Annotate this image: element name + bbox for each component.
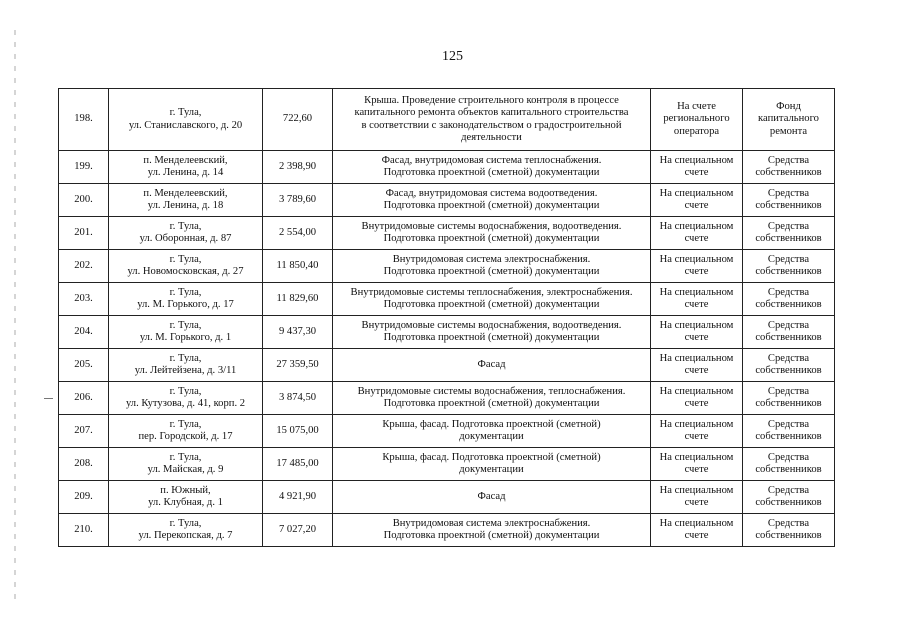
fund-method-cell [651, 184, 743, 217]
address-street: ул. Ленина, д. 18 [147, 200, 224, 211]
funding-source-cell [743, 316, 835, 349]
fund-method-line: На специальном [659, 418, 734, 430]
cost-cell: 2 398,90 [263, 151, 333, 184]
address-cell [109, 481, 263, 514]
description-line: документации [459, 431, 524, 442]
table-row [59, 184, 835, 217]
address-cell [109, 89, 263, 151]
fund-method-line: На специальном [659, 253, 734, 265]
description-line: Крыша. Проведение строительного контроля в процессе [364, 94, 619, 106]
fund-method-line: регионального [663, 113, 730, 125]
fund-method-cell [651, 89, 743, 151]
description-line: Подготовка проектной (сметной) документации [383, 266, 600, 277]
address-cell [109, 151, 263, 184]
cost-cell: 2 554,00 [263, 217, 333, 250]
description-line: Внутридомовая система электроснабжения. [392, 517, 591, 529]
address-street: ул. Лейтейзена, д. 3/11 [134, 365, 237, 376]
description-line: Подготовка проектной (сметной) документации [383, 332, 600, 343]
row-number-cell: 208. [59, 448, 109, 481]
address-cell [109, 250, 263, 283]
address-street: ул. Перекопская, д. 7 [138, 530, 233, 541]
address-street: ул. Оборонная, д. 87 [139, 233, 232, 244]
fund-method-line: счете [684, 497, 709, 508]
funding-source-cell [743, 283, 835, 316]
funding-source-cell [743, 514, 835, 547]
fund-method-line: счете [684, 200, 709, 211]
funding-source-line: Средства [767, 352, 810, 364]
row-number-cell: 209. [59, 481, 109, 514]
address-locality: г. Тула, [169, 385, 202, 397]
description-line: Подготовка проектной (сметной) документации [383, 167, 600, 178]
address-locality: г. Тула, [169, 319, 202, 331]
fund-method-line: На специальном [659, 352, 734, 364]
address-street: пер. Городской, д. 17 [138, 431, 233, 442]
works-description-cell [333, 481, 651, 514]
cost-cell: 4 921,90 [263, 481, 333, 514]
funding-source-line: собственников [755, 167, 822, 178]
funding-source-line: собственников [755, 200, 822, 211]
address-cell [109, 184, 263, 217]
works-description-cell [333, 89, 651, 151]
row-number-cell: 205. [59, 349, 109, 382]
fund-method-cell [651, 349, 743, 382]
table-row [59, 89, 835, 151]
address-cell [109, 349, 263, 382]
fund-method-line: На специальном [659, 286, 734, 298]
address-locality: п. Южный, [160, 484, 211, 496]
address-street: ул. Клубная, д. 1 [148, 497, 223, 508]
address-cell [109, 283, 263, 316]
funding-source-cell [743, 89, 835, 151]
cost-cell: 11 829,60 [263, 283, 333, 316]
table-row [59, 514, 835, 547]
fund-method-line: счете [684, 332, 709, 343]
address-cell [109, 448, 263, 481]
row-number-cell: 203. [59, 283, 109, 316]
table-row [59, 250, 835, 283]
funding-source-line: Средства [767, 154, 810, 166]
fund-method-line: счете [684, 398, 709, 409]
funding-source-cell [743, 349, 835, 382]
address-cell [109, 382, 263, 415]
works-description-cell [333, 316, 651, 349]
table-row [59, 481, 835, 514]
fund-method-line: счете [684, 299, 709, 310]
description-line: Внутридомовые системы водоснабжения, водоотведения. [361, 319, 622, 331]
description-line: Подготовка проектной (сметной) документации [383, 233, 600, 244]
description-line: в соответствии с законодательством о градостроительной [361, 119, 622, 131]
works-description-cell [333, 415, 651, 448]
repair-works-table [58, 88, 835, 547]
funding-source-cell [743, 250, 835, 283]
description-line: Внутридомовые системы водоснабжения, теплоснабжения. [357, 385, 626, 397]
table-row [59, 382, 835, 415]
funding-source-line: собственников [755, 497, 822, 508]
funding-source-line: собственников [755, 398, 822, 409]
works-description-cell [333, 217, 651, 250]
row-number-cell: 200. [59, 184, 109, 217]
funding-source-line: собственников [755, 431, 822, 442]
cost-cell: 17 485,00 [263, 448, 333, 481]
funding-source-line: Средства [767, 286, 810, 298]
fund-method-line: счете [684, 365, 709, 376]
fund-method-cell [651, 316, 743, 349]
funding-source-line: Средства [767, 484, 810, 496]
funding-source-line: собственников [755, 299, 822, 310]
address-locality: г. Тула, [169, 286, 202, 298]
description-line: документации [459, 464, 524, 475]
address-locality: г. Тула, [169, 220, 202, 232]
funding-source-cell [743, 184, 835, 217]
description-line: Подготовка проектной (сметной) документации [383, 398, 600, 409]
address-locality: г. Тула, [169, 418, 202, 430]
funding-source-cell [743, 217, 835, 250]
funding-source-cell [743, 151, 835, 184]
address-locality: п. Менделеевский, [143, 187, 228, 199]
row-number-cell: 204. [59, 316, 109, 349]
table-row [59, 283, 835, 316]
fund-method-cell [651, 151, 743, 184]
table-row [59, 415, 835, 448]
description-line: Фасад, внутридомовая система теплоснабжения. [381, 154, 602, 166]
fund-method-line: счете [684, 530, 709, 541]
fund-method-line: На специальном [659, 451, 734, 463]
fund-method-line: счете [684, 233, 709, 244]
description-line: деятельности [461, 132, 522, 143]
address-locality: г. Тула, [169, 352, 202, 364]
funding-source-cell [743, 415, 835, 448]
address-cell [109, 316, 263, 349]
description-line: Внутридомовые системы теплоснабжения, электроснабжения. [350, 286, 633, 298]
fund-method-line: На специальном [659, 385, 734, 397]
description-line: Крыша, фасад. Подготовка проектной (сметной) [382, 418, 601, 430]
funding-source-line: Средства [767, 418, 810, 430]
description-line: капитального ремонта объектов капитального строительства [354, 107, 629, 118]
funding-source-line: Средства [767, 385, 810, 397]
funding-source-line: собственников [755, 365, 822, 376]
description-line: Фасад [477, 358, 506, 370]
address-street: ул. Майская, д. 9 [147, 464, 224, 475]
funding-source-line: Средства [767, 451, 810, 463]
works-description-cell [333, 514, 651, 547]
works-description-cell [333, 382, 651, 415]
cost-cell: 9 437,30 [263, 316, 333, 349]
row-number-cell: 207. [59, 415, 109, 448]
funding-source-line: собственников [755, 266, 822, 277]
description-line: Подготовка проектной (сметной) документации [383, 299, 600, 310]
description-line: Фасад [477, 490, 506, 502]
fund-method-line: оператора [673, 125, 720, 137]
fund-method-line: На специальном [659, 319, 734, 331]
fund-method-line: На специальном [659, 187, 734, 199]
funding-source-cell [743, 481, 835, 514]
funding-source-line: Средства [767, 517, 810, 529]
address-locality: г. Тула, [169, 517, 202, 529]
table-row [59, 217, 835, 250]
fund-method-line: На специальном [659, 484, 734, 496]
fund-method-line: На специальном [659, 220, 734, 232]
row-number-cell: 206. [59, 382, 109, 415]
address-street: ул. Новомосковская, д. 27 [127, 266, 244, 277]
fund-method-cell [651, 415, 743, 448]
address-street: ул. Станиславского, д. 20 [128, 119, 243, 131]
funding-source-line: собственников [755, 530, 822, 541]
cost-cell: 15 075,00 [263, 415, 333, 448]
fund-method-line: На специальном [659, 517, 734, 529]
row-number-cell: 198. [59, 89, 109, 151]
page-number: 125 [442, 49, 463, 64]
works-description-cell [333, 184, 651, 217]
fund-method-cell [651, 448, 743, 481]
address-locality: г. Тула, [169, 107, 202, 118]
funding-source-line: ремонта [769, 125, 808, 137]
description-line: Крыша, фасад. Подготовка проектной (сметной) [382, 451, 601, 463]
description-line: Фасад, внутридомовая система водоотведения. [385, 187, 598, 199]
description-line: Внутридомовая система электроснабжения. [392, 253, 591, 265]
address-cell [109, 514, 263, 547]
funding-source-cell [743, 448, 835, 481]
table-row [59, 448, 835, 481]
row-number-cell: 202. [59, 250, 109, 283]
scan-margin-marks [14, 30, 16, 600]
fund-method-line: счете [684, 266, 709, 277]
description-line: Подготовка проектной (сметной) документации [383, 200, 600, 211]
cost-cell: 722,60 [263, 89, 333, 151]
fund-method-cell [651, 481, 743, 514]
fund-method-line: На счете [677, 100, 716, 112]
fund-method-line: На специальном [659, 154, 734, 166]
address-street: ул. М. Горького, д. 1 [139, 332, 232, 343]
address-locality: г. Тула, [169, 253, 202, 265]
fund-method-cell [651, 382, 743, 415]
fund-method-cell [651, 514, 743, 547]
funding-source-line: Средства [767, 187, 810, 199]
fund-method-cell [651, 283, 743, 316]
funding-source-cell [743, 382, 835, 415]
address-cell [109, 217, 263, 250]
description-line: Подготовка проектной (сметной) документации [383, 530, 600, 541]
funding-source-line: собственников [755, 332, 822, 343]
works-description-cell [333, 250, 651, 283]
funding-source-line: Средства [767, 220, 810, 232]
cost-cell: 3 874,50 [263, 382, 333, 415]
table-body [59, 89, 835, 547]
table-row [59, 151, 835, 184]
fund-method-line: счете [684, 431, 709, 442]
row-number-cell: 201. [59, 217, 109, 250]
funding-source-line: Средства [767, 253, 810, 265]
cost-cell: 11 850,40 [263, 250, 333, 283]
description-line: Внутридомовые системы водоснабжения, водоотведения. [361, 220, 622, 232]
fund-method-cell [651, 250, 743, 283]
table-row [59, 349, 835, 382]
works-description-cell [333, 151, 651, 184]
address-locality: п. Менделеевский, [143, 154, 228, 166]
works-description-cell [333, 283, 651, 316]
margin-dash [44, 398, 53, 399]
cost-cell: 7 027,20 [263, 514, 333, 547]
address-locality: г. Тула, [169, 451, 202, 463]
works-description-cell [333, 349, 651, 382]
fund-method-line: счете [684, 167, 709, 178]
address-cell [109, 415, 263, 448]
works-description-cell [333, 448, 651, 481]
funding-source-line: Средства [767, 319, 810, 331]
funding-source-line: капитального [758, 113, 819, 125]
funding-source-line: собственников [755, 464, 822, 475]
address-street: ул. Ленина, д. 14 [147, 167, 224, 178]
address-street: ул. Кутузова, д. 41, корп. 2 [125, 398, 246, 409]
row-number-cell: 210. [59, 514, 109, 547]
row-number-cell: 199. [59, 151, 109, 184]
funding-source-line: Фонд [776, 100, 801, 112]
cost-cell: 3 789,60 [263, 184, 333, 217]
fund-method-cell [651, 217, 743, 250]
table-row [59, 316, 835, 349]
cost-cell: 27 359,50 [263, 349, 333, 382]
funding-source-line: собственников [755, 233, 822, 244]
fund-method-line: счете [684, 464, 709, 475]
address-street: ул. М. Горького, д. 17 [137, 299, 234, 310]
